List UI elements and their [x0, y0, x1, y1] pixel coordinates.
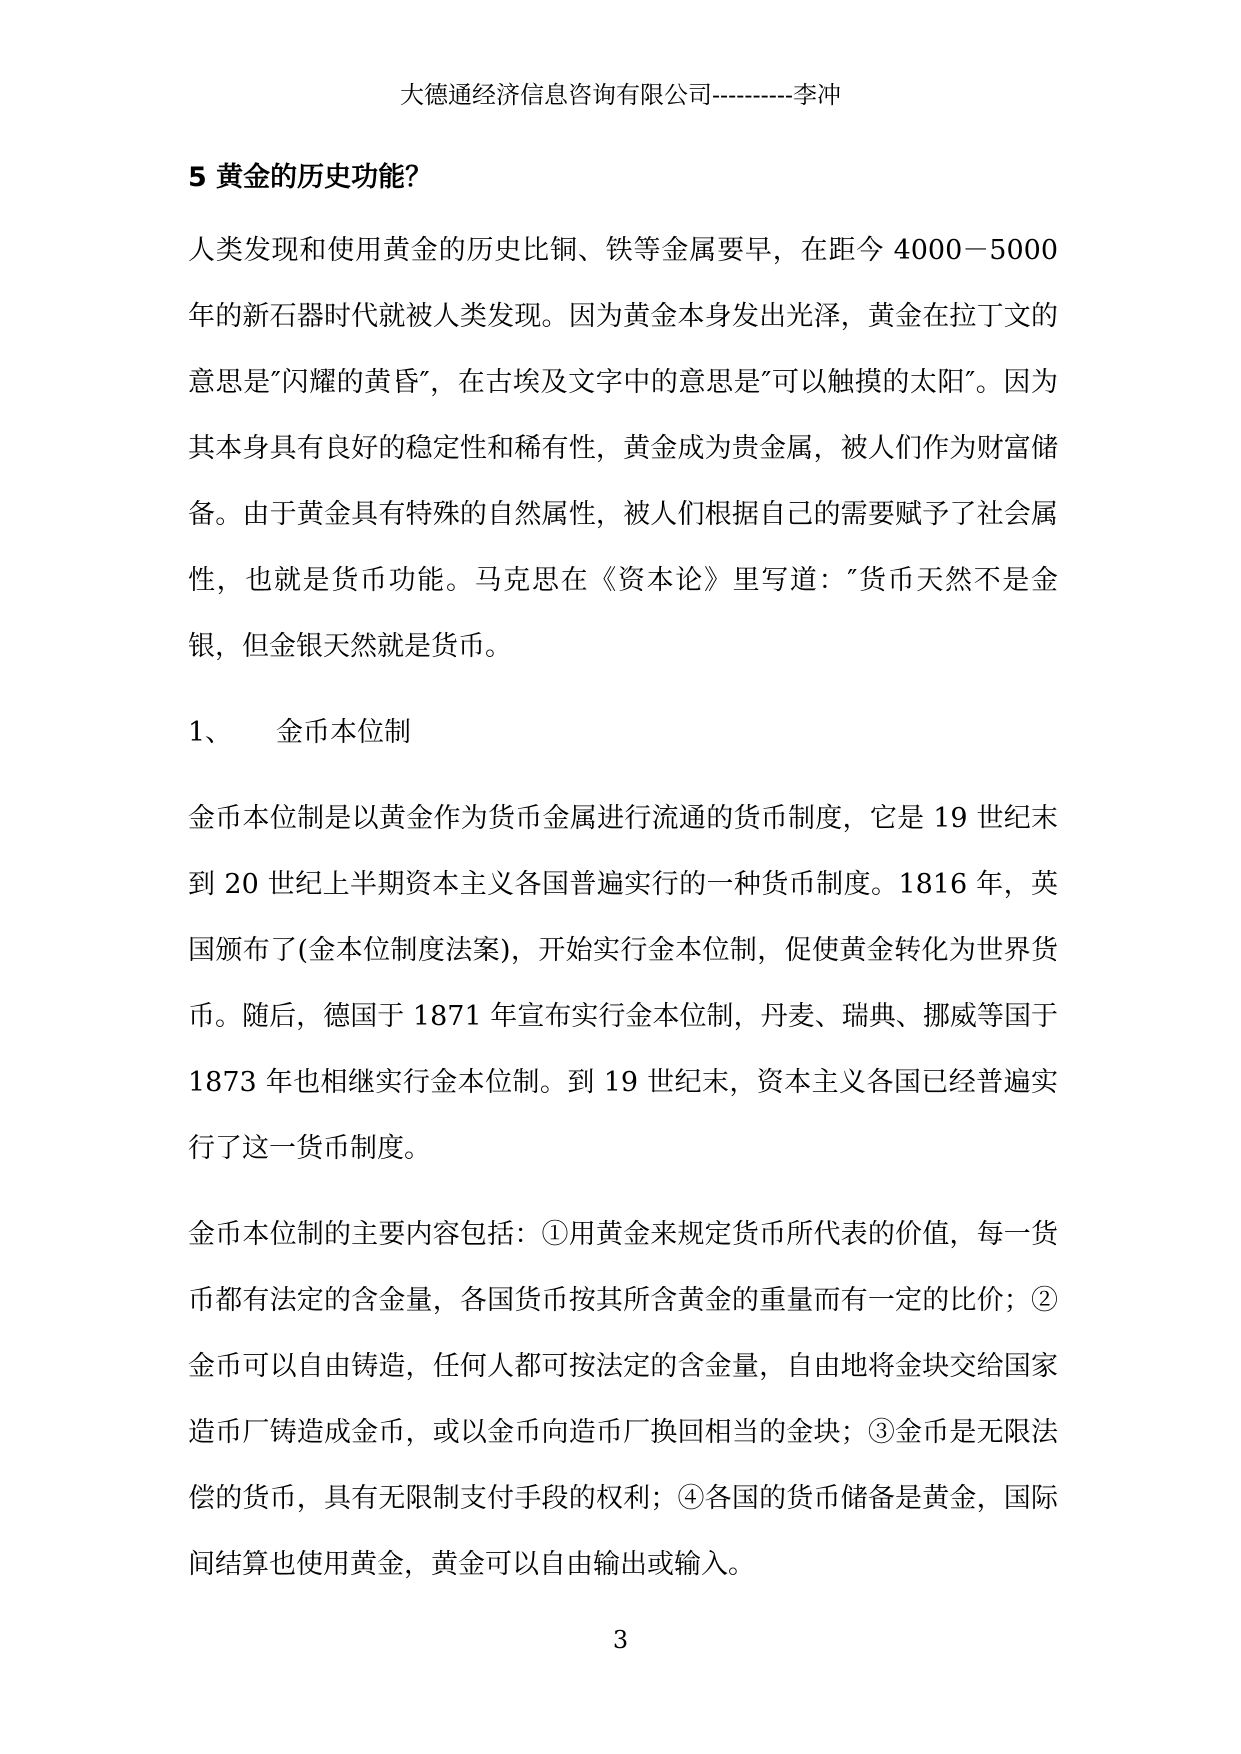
subsection-heading	[188, 700, 1058, 766]
subsection-title: 金币本位制	[276, 717, 411, 748]
section-title: 5 黄金的历史功能？	[188, 162, 433, 193]
document-body	[188, 160, 1058, 1598]
gold-standard-contents-paragraph: 金币本位制的主要内容包括：①用黄金来规定货币所代表的价值，每一货币都有法定的含金量，各国货币按其所含黄金的重量而有一定的比价；②金币可以自由铸造，任何人都可按法定的含金量，自由地将金块交给国家造币厂铸造成金币，或以金币向造币厂换回相当的金块；③金币是无限法偿的货币，具有无限制支付手段的权利；④各国的货币储备是黄金，国际间结算也使用黄金，黄金可以自由输出或输入。	[188, 1219, 1058, 1580]
intro-paragraph: 人类发现和使用黄金的历史比铜、铁等金属要早，在距今 4000－5000 年的新石器时代就被人类发现。因为黄金本身发出光泽，黄金在拉丁文的意思是″闪耀的黄昏″，在古埃及文字中的意思是″可以触摸的太阳″。因为其本身具有良好的稳定性和稀有性，黄金成为贵金属，被人们作为财富储备。由于黄金具有特殊的自然属性，被人们根据自己的需要赋予了社会属性，也就是货币功能。马克思在《资本论》里写道：″货币天然不是金银，但金银天然就是货币。	[188, 235, 1058, 662]
page-number: 3	[612, 1626, 629, 1654]
gold-standard-history-paragraph: 金币本位制是以黄金作为货币金属进行流通的货币制度，它是 19 世纪末到 20 世纪上半期资本主义各国普遍实行的一种货币制度。1816 年，英国颁布了(金本位制度法案)，开始实行金本位制，促使黄金转化为世界货币。随后，德国于 1871 年宣布实行金本位制，丹麦、瑞典、挪威等国于 1873 年也相继实行金本位制。到 19 世纪末，资本主义各国已经普遍实行了这一货币制度。	[188, 803, 1058, 1164]
subsection-number: 1、	[188, 717, 233, 748]
page-header: 大德通经济信息咨询有限公司----------李冲	[399, 81, 842, 109]
